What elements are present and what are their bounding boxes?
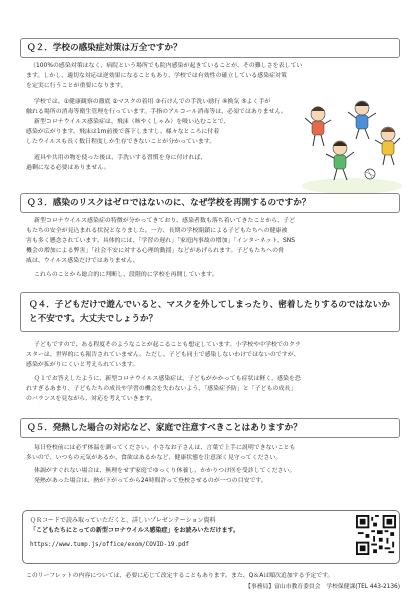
- q2-line-7: 感染が広がります。飛沫は1m前後で落下しますし、様々なところに付着: [26, 129, 220, 135]
- q4-line-2: スターは、世界的にも報告されていません。ただし、子ども同士で感染しないわけではないのですが、: [26, 352, 300, 358]
- q2-line-9: 遊具や共用の物を使った後は、手洗いする習慣を身に付ければ、: [34, 155, 207, 161]
- q5-heading: [20, 418, 400, 438]
- q5-line-1: 毎日登校前には必ず体温を測ってください。小さなお子さんは、言葉で上手に説明できないことも: [34, 445, 296, 451]
- office-contact: 【事務局】富山市教育委員会 学校保健課(TEL 443-2136): [245, 584, 400, 590]
- q3-heading: [20, 193, 400, 213]
- q2-line-6: 新型コロナウイルス感染症は、飛沫（咳やくしゃみ）を吸い込むことで、: [34, 119, 230, 125]
- revision-note: このリーフレットの内容については、必要に応じて改定することもあります。また、Q＆Aは順次追加する予定です。: [26, 573, 334, 579]
- qr-line-2: 「こどもたちにとっての新型コロナウイルス感染症」をお読みいただけます。: [30, 527, 240, 534]
- q4-line-1: 子どもですので、ある程度そのようなことが起こることも想定しています。小学校や中学校でのクラ: [34, 342, 301, 348]
- child-1-figure: [305, 107, 331, 147]
- q2-line-3: を定実に行うことが重要になります。: [26, 83, 127, 89]
- q3-title: Ｑ３．感染のリスクはゼロではないのに、なぜ学校を再開するのですか？: [27, 198, 311, 208]
- q5-line-4: 発熱があった場合は、熱が下がってから24時間許って登校させるのが一つの目安です。: [34, 478, 267, 484]
- q3-line-4: 機会の増加による弊害」「社会不安に対する心理的動揺」などがあげられます。子どもたちへの脅: [26, 248, 284, 254]
- q4-title: Ｑ４．子どもだけで遊んでいると、マスクを外してしまったり、密着したりするのではないかと不安です。大丈夫でしょうか？: [29, 300, 390, 324]
- q2-line-4: 学校では、①健康観察の徹底 ②マスクの着用 ③石けんでの手洗い励行 ④換気 ⑤よく手が: [34, 99, 271, 105]
- qr-line-1: ＱＲコードで読み取っていただくと、詳しいプレゼンテーション資料: [30, 517, 216, 524]
- q2-title: Ｑ２．学校の感染症対策は万全ですか？: [27, 43, 182, 53]
- q3-line-5: 威は、ウイルス感染だけではありません。: [26, 258, 139, 264]
- q5-line-2: 多いので、いつもの元気があるか、食欲はあるかなど、健康状態を注意深く見守ってください。: [26, 455, 282, 461]
- q3-line-2: もたちの安全が見込まれる状況となりました。一方、長期の学校閉鎖による子どもたちへの健康被: [26, 228, 288, 234]
- q3-line-6: これらのことから総合的に判断し、段階的に学校を再開しています。: [34, 272, 218, 278]
- q4-line-4: Ｑ１でお答えしたように、新型コロナウイルス感染症は、子どもがかかっても症状は軽く、感染を恐: [34, 376, 301, 382]
- q2-line-2: ます。しかし、適切な対応は逆効果になることもあり、学校では有効性の確立している感染症対策: [26, 73, 287, 79]
- q2-line-5: 触れる場所の消毒等衛生管理を行っています。手指のアルコール消毒等は、必須ではありません。: [26, 109, 287, 115]
- qr-url-link[interactable]: https://www.tump.js/office/exom/COVID-19.pdf: [30, 541, 189, 548]
- q4-heading: [20, 292, 400, 332]
- q4-line-5: れすぎるあまり、子どもたちの成長や学習の機会を失わないよう、「感染症予防」と「子どもの成長」: [26, 386, 297, 392]
- child-3-figure: [375, 127, 400, 165]
- child-2-figure: [348, 101, 376, 139]
- q3-line-1: 新型コロナウイルス感染症の特徴が分かってきており、感染者数も落ち着いてきたことから、子ど: [34, 218, 296, 224]
- q2-line-8: したウイルスも長く数日程度しか生存できないことが分かっています。: [26, 139, 216, 145]
- child-4-figure: [326, 141, 354, 180]
- children-playing-illustration: [300, 94, 406, 198]
- q3-line-3: 害も多く懸念されています。具体的には、「学習の遅れ」「家庭内事故の増加」「インターネット、SNS: [26, 238, 295, 244]
- q5-title: Ｑ５．発熱した場合の対応など、家庭で注意すべきことはありますか？: [27, 423, 302, 433]
- q2-heading: [20, 38, 400, 58]
- q4-line-3: 感染が拡がりにくいと考えられています。: [26, 362, 139, 368]
- q4-line-6: のバランスを見ながら、対応を考えていきます。: [26, 396, 157, 402]
- q2-line-1: （100%の感染対策はなく、病院という場所でも院内感染が起きていることが、その難しさを表してい: [30, 63, 303, 69]
- q2-line-10: 過剰になる必要はありません。: [26, 165, 110, 171]
- qr-code-icon[interactable]: [356, 515, 396, 555]
- q5-line-3: 体調がすぐれない場合は、無理をせず家庭でゆっくり休養し、かかりつけ医を受診してください。: [34, 468, 296, 474]
